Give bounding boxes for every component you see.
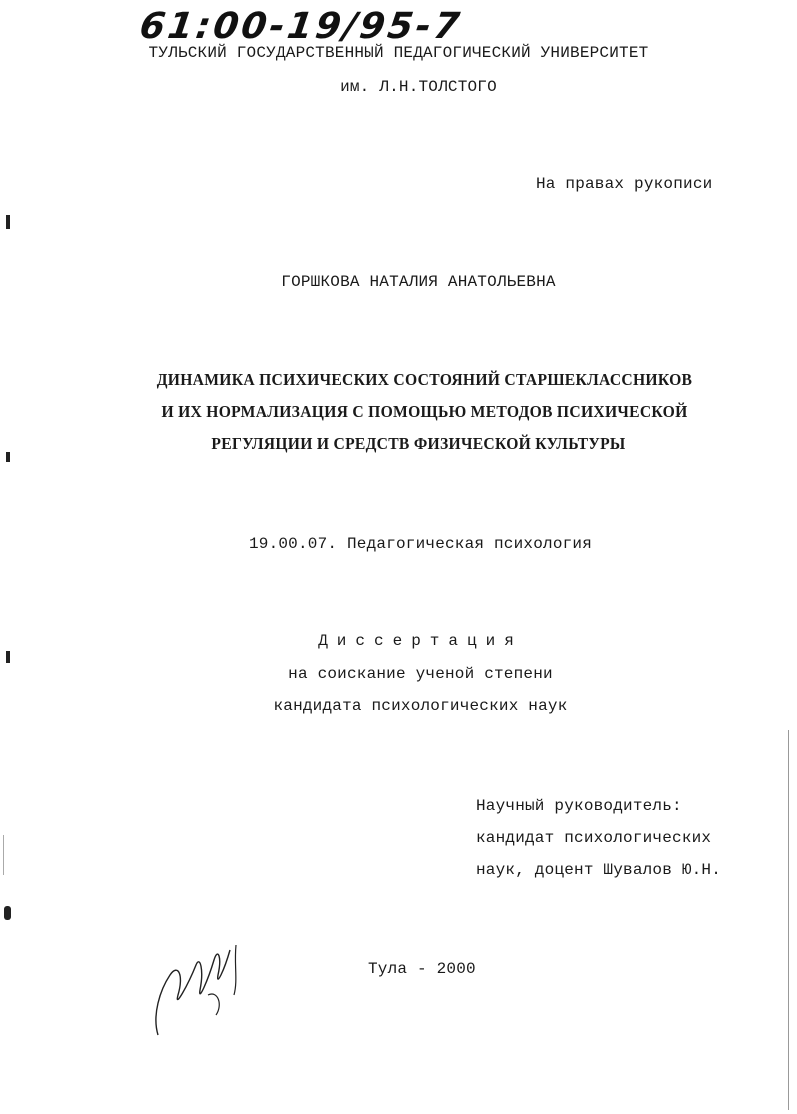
dissertation-label: Диссертация (318, 632, 523, 650)
scan-edge-mark (6, 215, 10, 229)
university-named-after: им. Л.Н.ТОЛСТОГО (340, 78, 497, 96)
place-year: Тула - 2000 (368, 960, 476, 978)
dissertation-title-line-2: И ИХ НОРМАЛИЗАЦИЯ С ПОМОЩЬЮ МЕТОДОВ ПСИХИЧЕСКОЙ (161, 402, 688, 421)
scan-edge-mark (4, 906, 11, 920)
archive-code-handwritten: 61:00-19/95-7 (137, 6, 465, 47)
scan-edge-mark (6, 651, 10, 663)
rights-note: На правах рукописи (536, 175, 713, 193)
scan-edge-line (3, 835, 4, 875)
dissertation-title-line-3: РЕГУЛЯЦИИ И СРЕДСТВ ФИЗИЧЕСКОЙ КУЛЬТУРЫ (211, 434, 626, 453)
degree-field-line: кандидата психологических наук (273, 697, 568, 715)
degree-line: на соискание ученой степени (288, 665, 553, 683)
supervisor-name: наук, доцент Шувалов Ю.Н. (476, 861, 722, 879)
author-name: ГОРШКОВА НАТАЛИЯ АНАТОЛЬЕВНА (281, 273, 556, 291)
dissertation-title-line-1: ДИНАМИКА ПСИХИЧЕСКИХ СОСТОЯНИЙ СТАРШЕКЛАССНИКОВ (156, 370, 693, 389)
scan-edge-line (788, 730, 789, 1110)
scan-edge-mark (6, 452, 10, 462)
signature (148, 935, 248, 1045)
university-name: ТУЛЬСКИЙ ГОСУДАРСТВЕННЫЙ ПЕДАГОГИЧЕСКИЙ УНИВЕРСИТЕТ (148, 44, 649, 62)
supervisor-degree: кандидат психологических (476, 829, 712, 847)
supervisor-heading: Научный руководитель: (476, 797, 682, 815)
specialty: 19.00.07. Педагогическая психология (248, 535, 593, 553)
